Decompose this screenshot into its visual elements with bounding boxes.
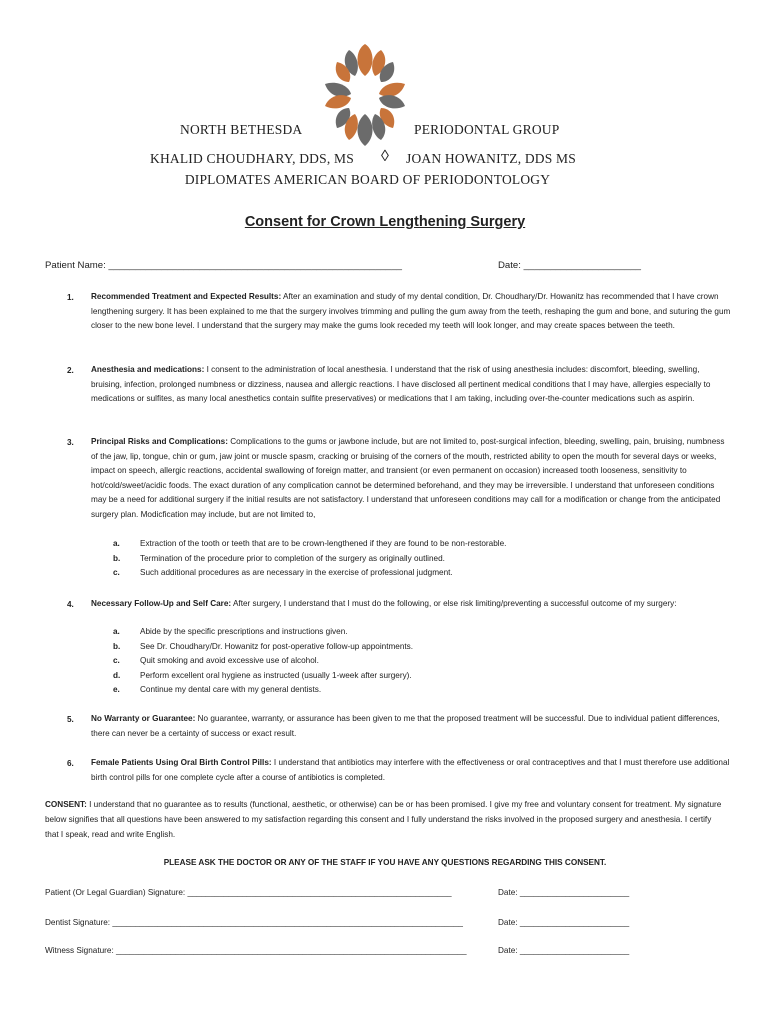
doctor-choudhary: KHALID CHOUDHARY, DDS, MS (150, 151, 354, 166)
item-number: 2. (67, 366, 74, 375)
patient-signature-field[interactable]: Patient (Or Legal Guardian) Signature: __________________________________________________________ (45, 888, 452, 897)
item-number: 4. (67, 600, 74, 609)
item-heading: Necessary Follow-Up and Self Care: (91, 599, 232, 608)
item-number: 3. (67, 438, 74, 447)
item-heading: No Warranty or Guarantee: (91, 714, 196, 723)
item-risks (91, 435, 731, 523)
item-heading: Principal Risks and Complications: (91, 437, 228, 446)
item-text: No guarantee, warranty, or assurance has been given to me that the proposed treatment will be successful. Due to individual patient differences, there can never be a certainty of success or exact result. (91, 714, 720, 738)
witness-signature-field[interactable]: Witness Signature: _____________________________________________________________________________ (45, 946, 467, 955)
item-text: I understand that antibiotics may interfere with the effectiveness or oral contraceptives and that I must therefore use additional birth control pills for one complete cycle after a course of antibiotics is completed. (91, 758, 730, 782)
patient-name-field[interactable]: Patient Name: _______________________________________________________ (45, 260, 402, 271)
practice-logo (305, 40, 425, 150)
item-follow-up (91, 597, 731, 612)
patient-signature-date-field[interactable]: Date: ________________________ (498, 888, 630, 897)
witness-signature-date-field[interactable]: Date: ________________________ (498, 946, 630, 955)
item-number: 6. (67, 759, 74, 768)
item-text: After an examination and study of my dental condition, Dr. Choudhary/Dr. Howanitz has recommended that I have crown lengthening surgery. It has been explained to me that the surgery involves trimming and pulling the gum away from the teeth, reshaping the gum and bone, and suturing the gum closer to the new bone level. I understand that the surgery may make the gums look receded my teeth will look longer, and may create spaces between the teeth. (91, 292, 731, 331)
item-anesthesia (91, 363, 731, 407)
item-heading: Anesthesia and medications: (91, 365, 205, 374)
item-recommended-treatment (91, 290, 731, 334)
practice-location: NORTH BETHESDA (180, 122, 303, 137)
follow-up-sublist: a. Abide by the specific prescriptions and instructions given. b. See Dr. Choudhary/Dr. Howanitz for post-operative follow-up appointments. c. Quit smoking and avoid excessive use of alcohol. d. Perform excellent oral hygiene as instructed (usually 1-week after surgery). e. Continue my dental care with my general dentists. (113, 627, 414, 695)
dentist-signature-date-field[interactable]: Date: ________________________ (498, 918, 630, 927)
item-number: 1. (67, 293, 74, 302)
consent-heading: CONSENT: (45, 800, 87, 809)
item-heading: Recommended Treatment and Expected Results: (91, 292, 282, 301)
doctor-howanitz: JOAN HOWANITZ, DDS MS (406, 151, 576, 166)
item-text: After surgery, I understand that I must do the following, or else risk limiting/preventing a successful outcome of my surgery: (231, 599, 677, 608)
item-number: 5. (67, 715, 74, 724)
diplomates-line: DIPLOMATES AMERICAN BOARD OF PERIODONTOLOGY (184, 172, 551, 187)
questions-notice: PLEASE ASK THE DOCTOR OR ANY OF THE STAFF IF YOU HAVE ANY QUESTIONS REGARDING THIS CONSENT. (163, 858, 607, 867)
item-heading: Female Patients Using Oral Birth Control Pills: (91, 758, 272, 767)
item-birth-control (91, 756, 731, 785)
consent-statement (45, 797, 725, 843)
leaf-cluster-icon (325, 44, 405, 146)
patient-date-field[interactable]: Date: ______________________ (498, 260, 641, 271)
page-title: Consent for Crown Lengthening Surgery (244, 214, 526, 230)
item-text: Complications to the gums or jawbone include, but are not limited to, post-surgical infection, bleeding, swelling, pain, bruising, numbness of the jaw, lip, tongue, chin or gum, jaw joint or muscle spasm, cracking or bruising of the corners of the mouth, restricted ability to open the mouth for several days or weeks, impact on speech, allergic reactions, accidental swallowing of foreign matter, and transient (or even permanent on occasion) increased tooth looseness, sensitivity to hot/cold/sweet/acidic foods. The exact duration of any complication cannot be determined beforehand, and they may be irreversible. I understand that unforeseen conditions may be a need for additional surgery if the initial results are not satisfactory. I understand that unforeseen conditions may call for a modification or change from the anticipated surgery plan. Modicfication may include, but are not limited to, (91, 437, 725, 519)
diamond-separator: ◊ (381, 148, 390, 165)
risks-sublist: a. Extraction of the tooth or teeth that are to be crown-lengthened if they are found to be non-restorable. b. Termination of the procedure prior to completion of the surgery as originally outlined. c. Such additional procedures as are necessary in the exercise of professional judgment. (113, 539, 507, 578)
item-text: I consent to the administration of local anesthesia. I understand that the risk of using anesthesia includes: discomfort, bleeding, swelling, bruising, infection, prolonged numbness or dizziness, nausea and allergic reactions. I have disclosed all pertinent medical conditions that I may have, allergies especially to medications or sulfites, as many local anesthetics contain sulfite preservatives) or medications that I am taking, including over-the-counter medications such as aspirin. (91, 365, 711, 404)
dentist-signature-field[interactable]: Dentist Signature: _____________________________________________________________________________ (45, 918, 463, 927)
practice-group: PERIODONTAL GROUP (414, 122, 560, 137)
item-no-warranty (91, 712, 731, 741)
consent-text: I understand that no guarantee as to results (functional, aesthetic, or otherwise) can be or has been promised. I give my free and voluntary consent for treatment. My signature below signifies that all questions have been answered to my satisfaction regarding this consent and I fully understand the risks involved in the proposed surgery and anesthesia. I certify that I speak, read and write English. (45, 800, 722, 840)
